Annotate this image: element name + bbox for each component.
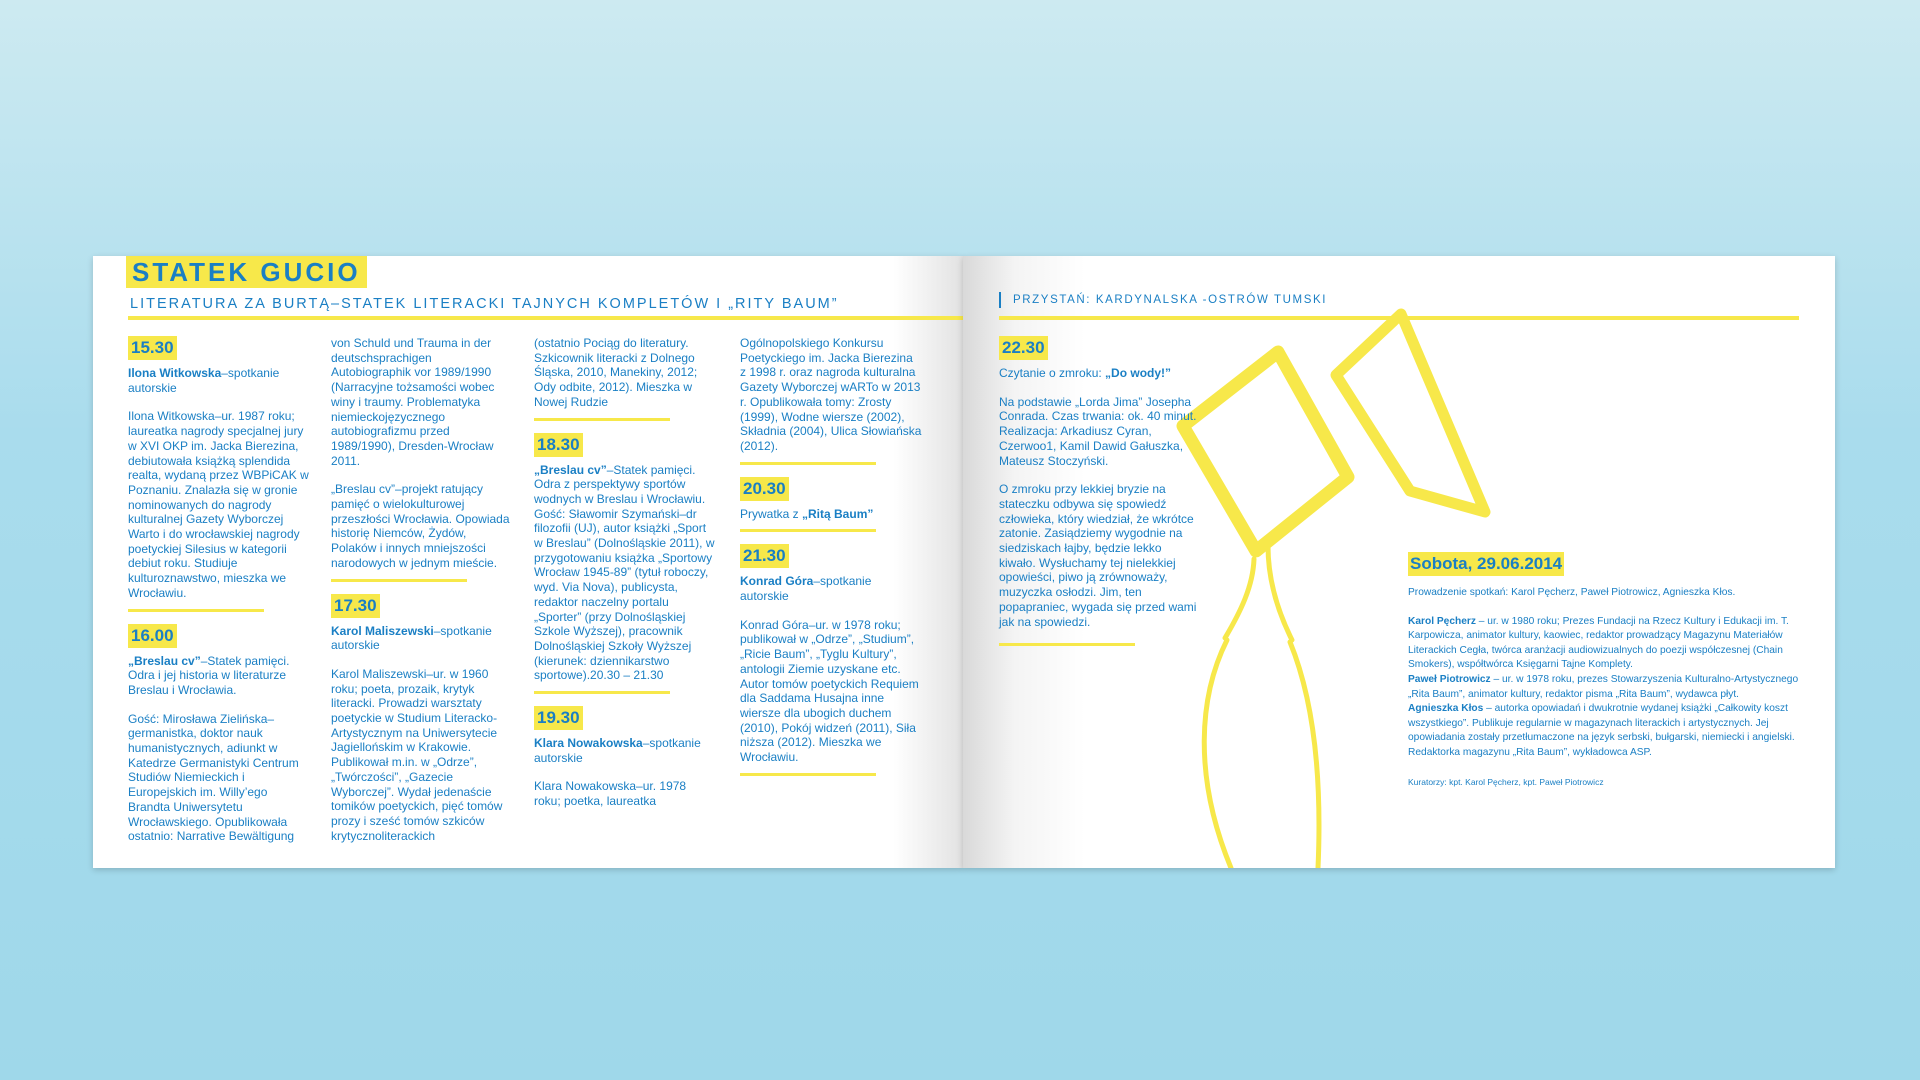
separator: [740, 462, 876, 465]
event-desc: –Statek pamięci. Odra z perspektywy sportów wodnych w Breslau i Wrocławiu. Gość: Sławomir Szymański–dr filozofii (UJ), autor książki „Sport w Breslau” (Dolnośląskie 2011), w przygotowaniu książka „Sportowy Wrocław 1945-89” (tytuł roboczy, wyd. Via Nova), publicysta, redaktor naczelny portalu „Sporter” (przy Dolnośląskiej Szkole Wyższej), pracownik Dolnośląskiej Szkoły Wyższej (kierunek: dziennikarstwo sportowe).20.30 – 21.30: [534, 462, 715, 683]
host-name: Agnieszka Kłos: [1408, 703, 1484, 715]
text-continuation: (ostatnio Pociąg do literatury. Szkicownik literacki z Dolnego Śląska, 2010, Manekiny, 2012; Ody odbite, 2012). Mieszka w Nowej Rudzie: [534, 336, 698, 409]
event-name: „Ritą Baum”: [802, 506, 874, 521]
event-bio: Konrad Góra–ur. w 1978 roku; publikował w „Odrze”, „Studium”, „Ricie Baum”, „Tyglu Kultury”, antologii Ziemie uzyskane etc. Autor tomów poetyckich Requiem dla Saddama Husajna inne wiersze dla ubogich duchem (2010), Pokój widzeń (2011), Siła niższa (2012). Mieszka we Wrocławiu.: [740, 617, 919, 765]
event-time: 21.30: [740, 544, 789, 568]
page-title: STATEK GUCIO: [126, 256, 367, 288]
event-type: –spotkanie autorskie: [534, 736, 701, 765]
location-label: PRZYSTAŃ: KARDYNALSKA -OSTRÓW TUMSKI: [1013, 294, 1328, 307]
hosts-line: Prowadzenie spotkań: Karol Pęcherz, Paweł Piotrowicz, Agnieszka Kłos.: [1408, 587, 1736, 598]
event-time: 16.00: [128, 624, 177, 648]
text-continuation: von Schuld und Trauma in der deutschsprachigen Autobiographik vor 1989/1990 (Narracyjne tożsamości wobec winy i traumy. Problematyka niemieckojęzycznego autobiografizmu przed 1989/1990), Dresden-Wrocław 2011.: [331, 336, 495, 468]
event-time: 17.30: [331, 594, 380, 618]
event-time: 18.30: [534, 433, 583, 457]
event-time: 20.30: [740, 477, 789, 501]
separator: [740, 773, 876, 776]
column-4: [740, 336, 922, 788]
event-name: Klara Nowakowska: [534, 736, 643, 751]
event-desc: –Statek pamięci. Odra i jej historia w literaturze Breslau i Wrocławia.: [128, 653, 290, 697]
curators-line: Kuratorzy: kpt. Karol Pęcherz, kpt. Paweł Piotrowicz: [1408, 776, 1604, 787]
evening-event: [999, 336, 1199, 658]
event-time: 19.30: [534, 706, 583, 730]
header-rule: [128, 316, 963, 320]
event-time: 22.30: [999, 336, 1048, 360]
page-subtitle: LITERATURA ZA BURTĄ–STATEK LITERACKI TAJNYCH KOMPLETÓW I „RITY BAUM”: [130, 296, 839, 312]
separator: [128, 609, 264, 612]
event-bio: Ilona Witkowska–ur. 1987 roku; laureatka nagrody specjalnej jury w XVI OKP im. Jacka Bierezina, debiutowała książką splendida realta, wydaną przez WBPiCAK w Poznaniu. Znalazła się w gronie nominowanych do nagrody kulturalnej Gazety Wyborczej Warto i do wrocławskiej nagrody poetyckiej Silesius w kategorii debiut roku. Studiuje kulturoznawstwo, mieszka we Wrocławiu.: [128, 409, 309, 600]
host-name: Paweł Piotrowicz: [1408, 673, 1491, 685]
saturday-info: [1408, 552, 1818, 803]
event-name: „Breslau cv”: [128, 653, 201, 668]
event-bio: Klara Nowakowska–ur. 1978 roku; poetka, laureatka: [534, 779, 687, 809]
separator: [740, 529, 876, 532]
event-type: –spotkanie autorskie: [128, 366, 280, 395]
event-description: O zmroku przy lekkiej bryzie na stateczku odbywa się spowiedź człowieka, który wiedział, że wkrótce zatonie. Zasiądziemy wygodnie na siedziskach łajby, będzie lekko kiwało. Wysłuchamy tej nielekkiej opowieści, piwo ją zrównoważy, muzyczka osłodzi. Jim, ten popapraniec, wygada się przed wami jak na spowiedzi.: [999, 482, 1197, 629]
date-heading: Sobota, 29.06.2014: [1408, 552, 1564, 576]
event-name: Karol Maliszewski: [331, 623, 434, 638]
separator: [331, 579, 467, 582]
column-3: [534, 336, 716, 809]
event-name: Ilona Witkowska: [128, 366, 222, 380]
event-name: „Do wody!”: [1105, 366, 1172, 380]
text-continuation: Ogólnopolskiego Konkursu Poetyckiego im. Jacka Bierezina z 1998 r. oraz nagroda kulturalna Gazety Wyborczej wARTo w 2013 r. Opublikowała tomy: Zrosty (1999), Wodne wiersze (2002), Składnia (2004), Ulica Słowiańska (2012).: [740, 336, 922, 453]
event-type: –spotkanie autorskie: [740, 574, 872, 604]
event-time: 15.30: [128, 336, 177, 360]
separator: [999, 643, 1135, 646]
host-bio: – ur. w 1978 roku, prezes Stowarzyszenia Kulturalno-Artystycznego „Rita Baum”, animator kultury, redaktor pisma „Rita Baum”, wydawca płyt.: [1408, 673, 1799, 700]
event-type: –spotkanie autorskie: [331, 623, 492, 653]
host-bio: – autorka opowiadań i dwukrotnie wydanej książki „Całkowity koszt wszystkiego”. Publikuje regularnie w magazynach literackich i artystycznych. Jej opowiadania zostały przetłumaczone na język serbski, bułgarski, niemiecki i angielski. Redaktorka magazynu „Rita Baum”, wykładowca ASP.: [1408, 703, 1795, 758]
column-2: [331, 336, 513, 843]
host-name: Karol Pęcherz: [1408, 615, 1476, 627]
left-page: [93, 256, 963, 868]
event-desc: Czytanie o zmroku:: [999, 366, 1106, 380]
column-1: [128, 336, 310, 844]
separator: [534, 691, 670, 694]
event-name: „Breslau cv”: [534, 462, 607, 477]
event-credits: Na podstawie „Lorda Jima” Josepha Conrada. Czas trwania: ok. 40 minut. Realizacja: Arkadiusz Cyran, Czerwoo1, Kamil Dawid Gałuszka, Mateusz Stoczyński.: [999, 394, 1197, 468]
host-bio: – ur. w 1980 roku; Prezes Fundacji na Rzecz Kultury i Edukacji im. T. Karpowicza, animator kultury, kaowiec, redaktor prowadzący Magazynu Materiałów Literackich Cegła, twórca aranżacji audiowizualnych do poezji współczesnej (Chain Smokers), współtwórca Księgarni Tajne Komplety.: [1408, 615, 1789, 671]
event-bio: Karol Maliszewski–ur. w 1960 roku; poeta, prozaik, krytyk literacki. Prowadzi warsztaty poetyckie w Studium Literacko-Artystycznym na Uniwersytecie Jagiellońskim w Krakowie. Publikował m.in. w „Odrze”, „Twórczości”, „Gazecie Wyborczej”. Wydał jedenaście tomików poetyckich, pięć tomów prozy i sześć tomów szkiców krytycznoliterackich: [331, 666, 503, 843]
project-note: „Breslau cv”–projekt ratujący pamięć o wielokulturowej przeszłości Wrocławia. Opowiada historię Niemców, Żydów, Polaków i innych mniejszości narodowych w jednym mieście.: [331, 482, 510, 570]
separator: [534, 418, 670, 421]
right-page: [963, 256, 1835, 868]
event-bio: Gość: Mirosława Zielińska–germanistka, doktor nauk humanistycznych, adiunkt w Katedrze Germanistyki Centrum Studiów Niemieckich i Europejskich im. Willy’ego Brandta Uniwersytetu Wrocławskiego. Opublikowała ostatnio: Narrative Bewältigung: [128, 711, 299, 844]
event-desc: Prywatka z: [740, 506, 803, 521]
event-name: Konrad Góra: [740, 574, 814, 589]
